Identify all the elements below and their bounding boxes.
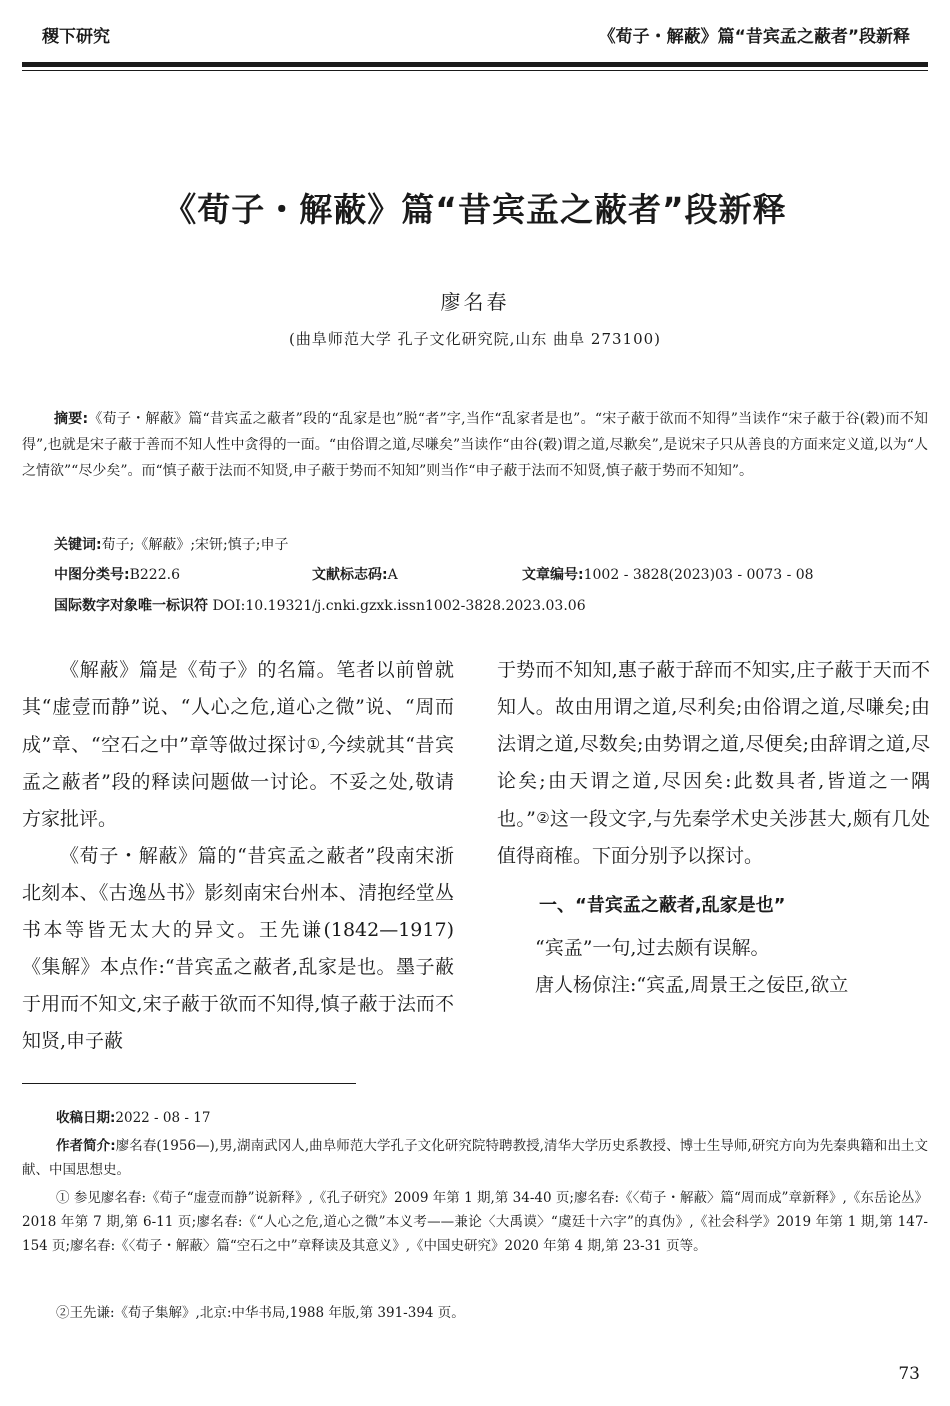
abstract-label: 摘要: [54,411,89,427]
footnote-ref-1: ① [306,735,321,753]
header-rule-thin [22,70,928,71]
author-bio: 作者简介:廖名春(1956—),男,湖南武冈人,曲阜师范大学孔子文化研究院特聘教授,清华大学历史系教授、博士生导师,研究方向为先秦典籍和出土文献、中国思想史。 [22,1138,928,1178]
article-title: 《荀子・解蔽》篇“昔宾孟之蔽者”段新释 [163,190,787,229]
page-number: 73 [898,1364,920,1384]
document-code: 文献标志码:A [312,567,398,583]
header-rule-thick [22,62,928,67]
author-affiliation: (曲阜师范大学 孔子文化研究院,山东 曲阜 273100) [288,330,662,348]
journal-name: 稷下研究 [42,27,110,47]
paragraph: “宾孟”一句,过去颇有误解。 [535,937,770,959]
abstract-text: 《荀子・解蔽》篇“昔宾孟之蔽者”段的“乱家是也”脱“者”字,当作“乱家者是也”。“宋子蔽于欲而不知得”当读作“宋子蔽于谷(穀)而不知得”,也就是宋子蔽于善而不知人性中贪得的一面。“由俗谓之道,尽嗛矣”当读作“由谷(穀)谓之道,尽歉矣”,是说宋子只从善良的方面来定义道,以为“人之情欲”“尽少矣”。而“慎子蔽于法而不知贤,申子蔽于势而不知知”则当作“申子蔽于法而不知贤,慎子蔽于势而不知知”。 [22,411,928,479]
clc-number: 中图分类号:B222.6 [54,567,180,583]
footnote-ref-2: ② [535,809,551,827]
paragraph: 《荀子・解蔽》篇的“昔宾孟之蔽者”段南宋浙北刻本、《古逸丛书》影刻南宋台州本、清抱经堂丛书本等皆无太大的异文。王先谦(1842—1917)《集解》本点作:“昔宾孟之蔽者,乱家是也。墨子蔽于用而不知文,宋子蔽于欲而不知得,慎子蔽于法而不知贤,申子蔽 [22,845,454,1052]
received-date: 收稿日期:2022 - 08 - 17 [56,1110,211,1126]
running-title: 《荀子・解蔽》篇“昔宾孟之蔽者”段新释 [598,27,910,47]
doi: 国际数字对象唯一标识符 DOI:10.19321/j.cnki.gzxk.issn1002-3828.2023.03.06 [54,598,586,614]
paragraph: 于势而不知知,惠子蔽于辞而不知实,庄子蔽于天而不知人。故由用谓之道,尽利矣;由俗谓之道,尽嗛矣;由法谓之道,尽数矣;由势谓之道,尽便矣;由辞谓之道,尽论矣;由天谓之道,尽因矣:此数具者,皆道之一隅也。”②这一段文字,与先秦学术史关涉甚大,颇有几处值得商榷。下面分别予以探讨。 [497,659,930,867]
keywords: 关键词:荀子;《解蔽》;宋钘;慎子;申子 [54,537,289,553]
running-header [22,22,928,58]
body-column-right [497,652,930,1004]
author-name: 廖名春 [440,290,510,314]
paragraph: 唐人杨倞注:“宾孟,周景王之佞臣,欲立 [535,974,849,996]
footnote-rule [22,1083,356,1084]
body-column-left [22,652,454,1060]
paragraph: 《解蔽》篇是《荀子》的名篇。笔者以前曾就其“虚壹而静”说、“人心之危,道心之微”说、“周而成”章、“空石之中”章等做过探讨①,今续就其“昔宾孟之蔽者”段的释读问题做一讨论。不妥之处,敬请方家批评。 [22,659,454,830]
footnote-1: ① 参见廖名春:《荀子“虚壹而静”说新释》,《孔子研究》2009 年第 1 期,第 34-40 页;廖名春:《〈荀子・解蔽〉篇“周而成”章新释》,《东岳论丛》2018 年第 7 期,第 6-11 页;廖名春:《“人心之危,道心之微”本义考——兼论〈大禹谟〉“虞廷十六字”的真伪》,《社会科学》2019 年第 1 期,第 147-154 页;廖名春:《〈荀子・解蔽〉篇“空石之中”章释读及其意义》,《中国史研究》2020 年第 4 期,第 23-31 页等。 [22,1190,928,1254]
abstract [22,406,928,484]
footnote-2: ②王先谦:《荀子集解》,北京:中华书局,1988 年版,第 391-394 页。 [56,1305,465,1321]
article-number: 文章编号:1002 - 3828(2023)03 - 0073 - 08 [522,567,814,583]
section-heading: 一、“昔宾孟之蔽者,乱家是也” [539,895,786,916]
